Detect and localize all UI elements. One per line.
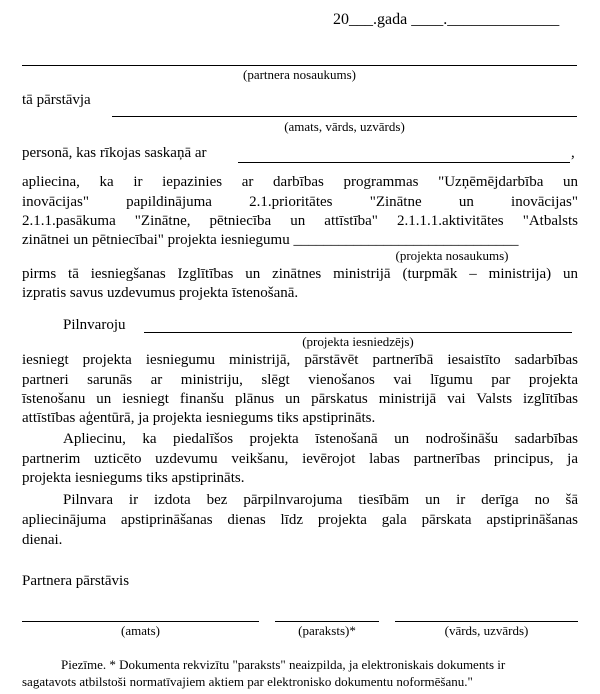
project-name-caption: (projekta nosaukums) [395,248,509,263]
representative-line [112,116,577,117]
signature-position-caption: (amats) [121,623,160,638]
signature-sign-line [275,621,379,622]
partner-name-line [22,65,577,66]
signature-name-caption: (vārds, uzvārds) [444,623,529,638]
partner-name-caption: (partnera nosaukums) [243,67,356,82]
validity-line-3: dienai. [22,532,63,548]
acting-line [238,162,570,163]
declaration-line-5: pirms tā iesniegšanas Izglītības un zinātnes ministrijā (turpmāk – ministrija) un [22,266,578,282]
signature-label: Partnera pārstāvis [22,573,130,589]
signature-name-line [395,621,578,622]
authorization-line-1: iesniegt projekta iesniegumu ministrijā, pārstāvēt partnerībā iesaistīto sadarbības [22,352,578,368]
confirmation-line-2: partnerim uzticēto uzdevumu veikšanu, ievērojot labas partnerības principus, ja [22,451,578,467]
authorization-line-4: attīstības aģentūrā, ja projekta iesniegums tiks apstiprināts. [22,410,376,426]
declaration-line-4: zinātnei un pētniecībai" projekta iesniegumu ______________________________ [22,232,519,248]
validity-line-1: Pilnvara ir izdota bez pārpilnvarojuma tiesībām un ir derīga no šā [63,492,578,508]
declaration-line-3: 2.1.1.pasākuma "Zinātne, pētniecība un attīstība" 2.1.1.1.aktivitātes "Atbalsts [22,213,578,229]
signature-position-line [22,621,259,622]
validity-line-2: apliecinājuma apstiprināšanas dienas līdz projekta gala pārskata apstiprināšanas [22,512,578,528]
declaration-line-1: apliecina, ka ir iepazinies ar darbības programmas "Uzņēmējdarbība un [22,174,578,190]
authorization-caption: (projekta iesniedzējs) [302,334,414,349]
authorization-line-3: īstenošanu un iesniegt finanšu plānus un pārskatus ministrijā vai Valsts izglītības [22,391,578,407]
acting-label: personā, kas rīkojas saskaņā ar [22,145,207,161]
declaration-line-6: izpratis savus uzdevumus projekta īstenošanā. [22,285,299,301]
declaration-line-2: inovācijas" papildinājuma 2.1.prioritātes "Zinātne un inovācijas" [22,194,578,210]
confirmation-line-3: projekta iesniegums tiks apstiprināts. [22,470,245,486]
authorization-line-2: partneri sarunās ar ministriju, slēgt vienošanos vai līgumu par projekta [22,372,578,388]
note-line-1: Piezīme. * Dokumenta rekvizītu "paraksts" neaizpilda, ja elektroniskais dokuments ir [61,657,506,672]
authorization-label: Pilnvaroju [63,317,126,333]
note-line-2: sagatavots atbilstoši normatīvajiem aktiem par elektronisko dokumentu noformēšanu." [22,674,473,689]
representative-label: tā pārstāvja [22,92,91,108]
date-line: 20___.gada ____.______________ [333,11,560,28]
acting-suffix: , [571,145,575,161]
authorization-line [144,332,572,333]
representative-caption: (amats, vārds, uzvārds) [284,119,405,134]
signature-sign-caption: (paraksts)* [298,623,356,638]
confirmation-line-1: Apliecinu, ka piedalīšos projekta īstenošanā un nodrošināšu sadarbības [63,431,578,447]
